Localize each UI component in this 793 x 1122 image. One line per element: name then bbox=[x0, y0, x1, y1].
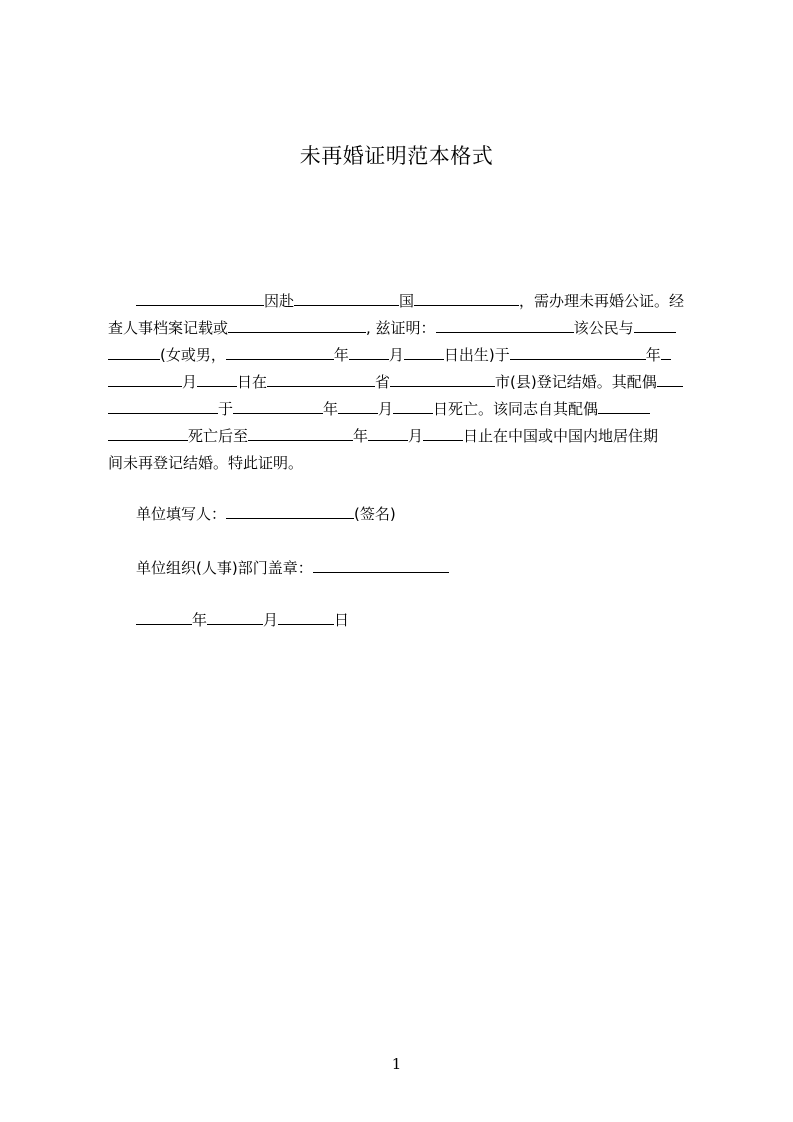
filler-suffix: (签名) bbox=[354, 505, 396, 523]
text-segment: 间未再登记结婚。特此证明。 bbox=[108, 454, 304, 472]
body-line-5 bbox=[108, 396, 700, 423]
seal-blank bbox=[313, 558, 449, 573]
text-segment: 该公民与 bbox=[573, 319, 634, 337]
blank-birth-year bbox=[226, 345, 334, 360]
blank-death-day bbox=[393, 399, 433, 414]
text-segment: 因赴 bbox=[264, 292, 295, 310]
document-title: 未再婚证明范本格式 bbox=[299, 144, 494, 168]
blank-birth-day bbox=[404, 345, 444, 360]
blank-province bbox=[267, 372, 375, 387]
blank-comrade-cont bbox=[108, 426, 188, 441]
body-line-6 bbox=[108, 423, 700, 450]
blank-spouse-name-cont bbox=[108, 399, 218, 414]
text-segment: 查人事档案记载或 bbox=[108, 319, 229, 337]
blank-comrade bbox=[598, 399, 650, 414]
blank-record bbox=[228, 318, 366, 333]
body-line-7 bbox=[108, 450, 700, 477]
date-month-label: 月 bbox=[263, 611, 279, 629]
filler-signature-row bbox=[136, 502, 396, 526]
seal-row bbox=[136, 556, 449, 580]
text-segment: 市(县)登记结婚。其配偶 bbox=[495, 373, 657, 391]
text-segment: 月 bbox=[378, 400, 394, 418]
blank-marriage-day bbox=[197, 372, 237, 387]
blank-death-month bbox=[338, 399, 378, 414]
date-day-blank bbox=[278, 610, 334, 625]
body-line-2 bbox=[108, 315, 700, 342]
blank-city bbox=[390, 372, 495, 387]
text-segment: 年 bbox=[333, 346, 349, 364]
blank-spouse bbox=[634, 318, 676, 333]
text-segment: (女或男， bbox=[160, 346, 226, 364]
date-row bbox=[136, 608, 349, 632]
blank-citizen bbox=[436, 318, 574, 333]
body-line-1 bbox=[108, 288, 700, 315]
date-month-blank bbox=[207, 610, 263, 625]
text-segment: 日出生)于 bbox=[443, 346, 510, 364]
text-segment: 省 bbox=[375, 373, 391, 391]
blank-spouse-cont bbox=[108, 345, 160, 360]
text-segment: 国 bbox=[399, 292, 415, 310]
blank-marriage-date bbox=[510, 345, 646, 360]
blank-name bbox=[136, 291, 264, 306]
text-segment: 月 bbox=[182, 373, 198, 391]
page-number: 1 bbox=[391, 1055, 402, 1073]
text-segment: 日止在中国或中国内地居住期 bbox=[463, 427, 659, 445]
filler-signature-blank bbox=[226, 504, 354, 519]
text-segment: 于 bbox=[218, 400, 234, 418]
indent bbox=[108, 292, 136, 306]
blank-until-month bbox=[368, 426, 408, 441]
blank-death-year bbox=[233, 399, 323, 414]
blank-birth-month bbox=[349, 345, 389, 360]
text-segment: 月 bbox=[408, 427, 424, 445]
date-year-blank bbox=[136, 610, 192, 625]
blank-overflow bbox=[661, 345, 671, 360]
filler-label: 单位填写人： bbox=[136, 505, 227, 523]
text-segment: 日死亡。该同志自其配偶 bbox=[433, 400, 599, 418]
blank-until-day bbox=[423, 426, 463, 441]
seal-label: 单位组织(人事)部门盖章： bbox=[136, 559, 313, 577]
text-segment: 日在 bbox=[237, 373, 268, 391]
text-segment: , 兹证明： bbox=[366, 319, 436, 337]
blank-until-year bbox=[248, 426, 353, 441]
blank-spouse-name bbox=[657, 372, 683, 387]
text-segment: 年 bbox=[323, 400, 339, 418]
date-day-label: 日 bbox=[334, 611, 350, 629]
certificate-body bbox=[108, 288, 700, 477]
body-line-3 bbox=[108, 342, 700, 369]
text-segment: 死亡后至 bbox=[188, 427, 249, 445]
body-line-4 bbox=[108, 369, 700, 396]
blank-country bbox=[414, 291, 519, 306]
blank-destination bbox=[294, 291, 399, 306]
blank-marriage-month bbox=[108, 372, 182, 387]
text-segment: 年 bbox=[645, 346, 661, 364]
text-segment: 月 bbox=[388, 346, 404, 364]
text-segment: 年 bbox=[353, 427, 369, 445]
date-year-label: 年 bbox=[192, 611, 208, 629]
text-segment: ，需办理未再婚公证。经 bbox=[519, 292, 685, 310]
